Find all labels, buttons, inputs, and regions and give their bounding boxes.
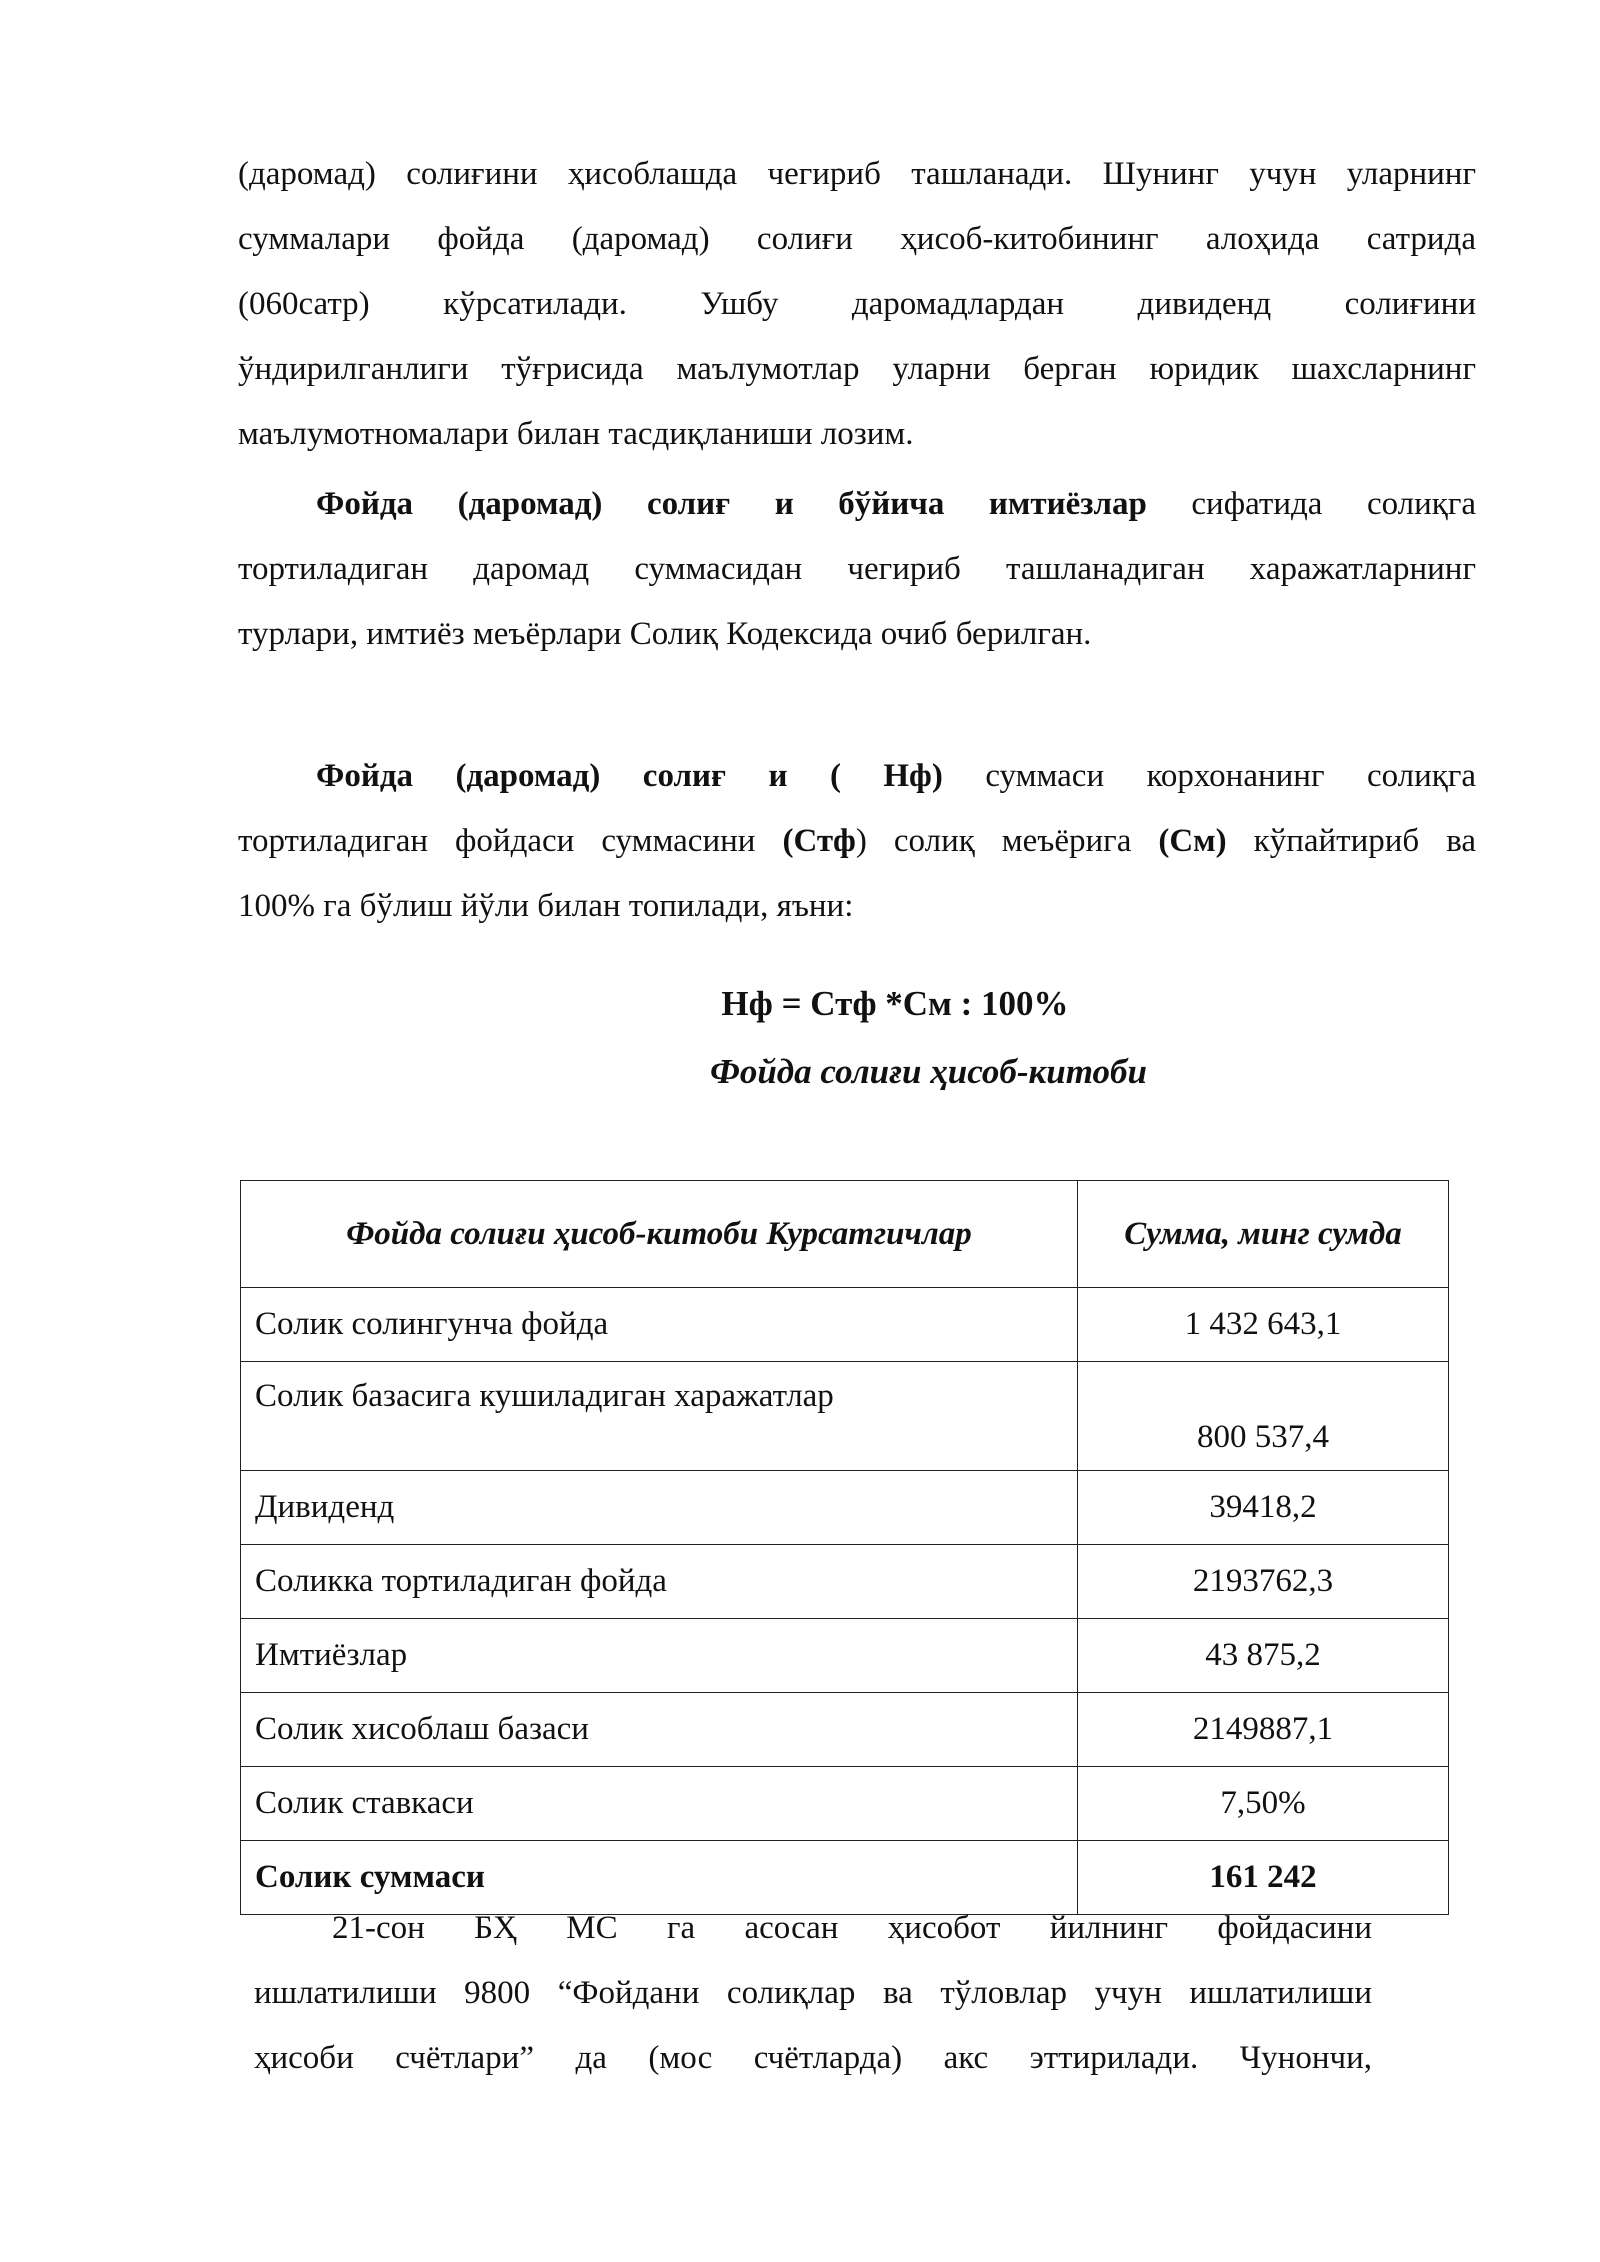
row-label: Соликка тортиладиган фойда (241, 1545, 1078, 1619)
paragraph-privileges (238, 472, 1476, 667)
row-label: Солик ставкаси (241, 1767, 1078, 1841)
table-row (241, 1288, 1449, 1362)
text-fragment: тортиладиган фойдаси суммасини (238, 823, 783, 859)
paragraph-formula-intro (238, 744, 1476, 939)
text-line (238, 744, 1476, 809)
bold-term: (См) (1158, 823, 1227, 859)
text-line: (060сатр) кўрсатилади. Ушбу даромадлардан дивиденд солиғини (238, 286, 1476, 322)
bold-term: (Стф (782, 823, 856, 859)
row-value: 43 875,2 (1078, 1619, 1449, 1693)
text-line (238, 472, 1476, 537)
row-value: 800 537,4 (1078, 1362, 1449, 1471)
text-fragment: кўпайтириб ва (1226, 823, 1476, 859)
bold-term: Фойда (даромад) солиғ и ( Нф) (316, 758, 943, 794)
row-label: Имтиёзлар (241, 1619, 1078, 1693)
bold-term: Фойда (даромад) солиғ и бўйича имтиёзлар (316, 486, 1147, 522)
row-value: 1 432 643,1 (1078, 1288, 1449, 1362)
text-line (238, 809, 1476, 874)
text-line: суммалари фойда (даромад) солиғи ҳисоб-китобининг алоҳида сатрида (238, 221, 1476, 257)
total-value: 161 242 (1078, 1841, 1449, 1915)
total-label: Солик суммаси (241, 1841, 1078, 1915)
row-value: 7,50% (1078, 1767, 1449, 1841)
table-row (241, 1693, 1449, 1767)
row-label: Солик солингунча фойда (241, 1288, 1078, 1362)
row-label: Солик хисоблаш базаси (241, 1693, 1078, 1767)
paragraph-profit-usage (254, 1896, 1372, 2091)
table-caption: Фойда солиғи ҳисоб-китоби (710, 1052, 1147, 1091)
text-line: турлари, имтиёз меъёрлари Солиқ Кодексида очиб берилган. (238, 616, 1092, 652)
text-fragment: сифатида солиқга (1146, 486, 1476, 522)
column-header-amount: Сумма, минг сумда (1078, 1181, 1449, 1288)
row-value: 2193762,3 (1078, 1545, 1449, 1619)
text-line: ҳисоби счётлари” да (мос счётларда) акс эттирилади. Чунончи, (254, 2040, 1372, 2076)
tax-calculation-table (240, 1180, 1449, 1915)
text-fragment: ) солиқ меъёрига (855, 823, 1159, 859)
table-row (241, 1767, 1449, 1841)
text-line: ишлатилиши 9800 “Фойдани солиқлар ва тўловлар учун ишлатилиши (254, 1975, 1372, 2011)
column-header-indicators: Фойда солиғи ҳисоб-китоби Курсатгичлар (241, 1181, 1078, 1288)
row-value: 2149887,1 (1078, 1693, 1449, 1767)
row-value: 39418,2 (1078, 1471, 1449, 1545)
text-fragment: суммаси корхонанинг солиқга (942, 758, 1476, 794)
text-line: (даромад) солиғини ҳисоблашда чегириб ташланади. Шунинг учун уларнинг (238, 156, 1476, 192)
text-line: ўндирилганлиги тўғрисида маълумотлар уларни берган юридик шахсларнинг (238, 351, 1476, 387)
formula: Нф = Стф *См : 100% (721, 984, 1069, 1023)
text-line: тортиладиган даромад суммасидан чегириб ташланадиган харажатларнинг (238, 551, 1476, 587)
table-row (241, 1619, 1449, 1693)
text-line: 100% га бўлиш йўли билан топилади, яъни: (238, 888, 854, 924)
row-label: Солик базасига кушиладиган харажатлар (241, 1362, 1078, 1471)
text-line: 21-сон БҲ МС га асосан ҳисобот йилнинг фойдасини (332, 1910, 1372, 1946)
text-line: маълумотномалари билан тасдиқланиши лозим. (238, 416, 914, 452)
row-label: Дивиденд (241, 1471, 1078, 1545)
table-row (241, 1545, 1449, 1619)
table-row (241, 1471, 1449, 1545)
table-row (241, 1362, 1449, 1471)
table-header-row (241, 1181, 1449, 1288)
paragraph-deductions (238, 142, 1476, 467)
